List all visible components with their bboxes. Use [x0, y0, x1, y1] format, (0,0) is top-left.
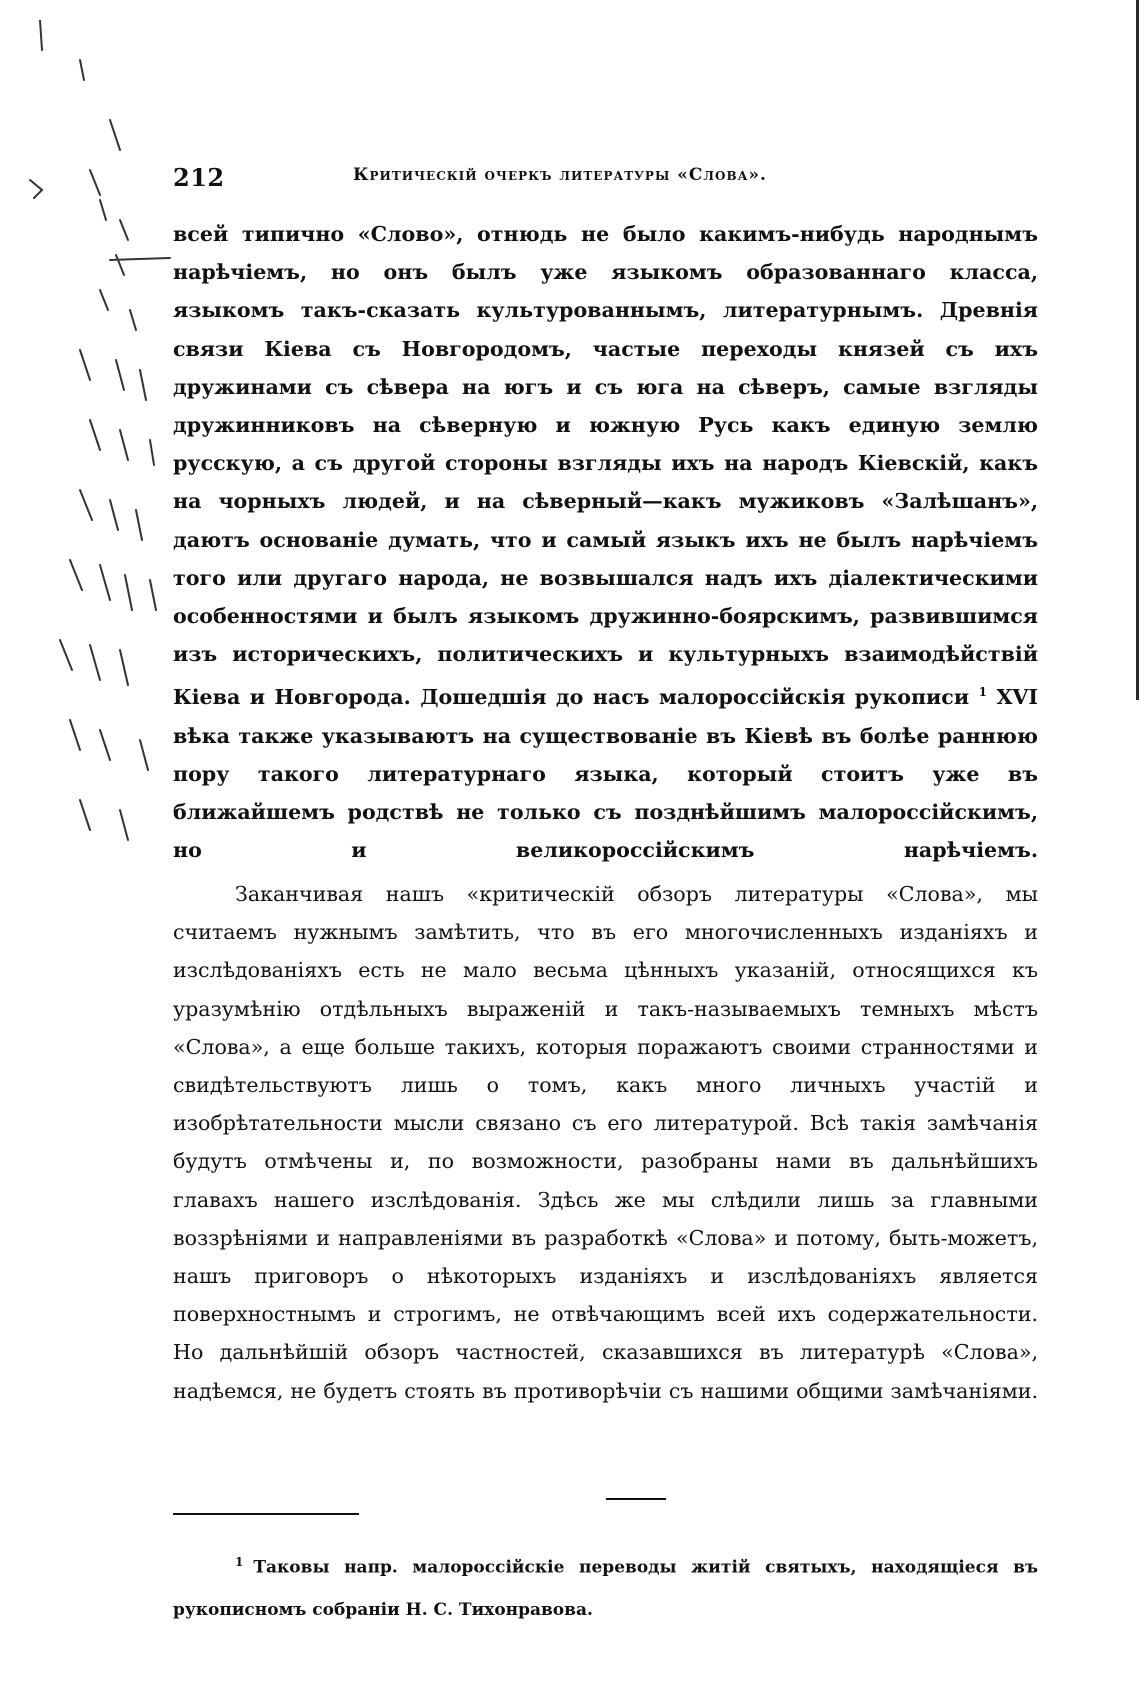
footnote-rule	[173, 1513, 359, 1515]
paragraph-1	[173, 215, 1038, 869]
section-divider	[606, 1498, 666, 1500]
paragraph-1-text: всей типично «Слово», отнюдь не было какимъ-нибудь народнымъ нарѣчіемъ, но онъ былъ уже языкомъ образованнаго класса, языкомъ такъ-сказать культурованнымъ, литературнымъ. Древнія связи Кіева съ Новгородомъ, частые переходы князей съ ихъ дружинами съ сѣвера на югъ и съ юга на сѣверъ, самые взгляды дружинниковъ на сѣверную и южную Русь какъ единую землю русскую, а съ другой стороны взгляды ихъ на народъ Кіевскій, какъ на чорныхъ людей, и на сѣверный—какъ мужиковъ «Залѣшанъ», даютъ основаніе думать, что и самый языкъ ихъ не былъ нарѣчіемъ того или другаго народа, не возвышался надъ ихъ діалектическими особенностями и былъ языкомъ дружинно-боярскимъ, развившимся изъ историческихъ, политическихъ и культурныхъ взаимодѣйствій Кіева и Новгорода. Дошедшія до насъ малороссійскія рукописи	[173, 222, 1038, 710]
page-edge-line	[1136, 0, 1139, 700]
footnote-mark: 1	[235, 1555, 244, 1569]
footnote-text: Таковы напр. малороссійскіе переводы житій святыхъ, находящіеся въ рукописномъ собраніи Н. С. Тихонравова.	[173, 1557, 1038, 1620]
running-title: Критическій очеркъ литературы «Слова».	[353, 165, 767, 185]
margin-handwriting	[20, 20, 180, 860]
page-number: 212	[173, 163, 225, 192]
paragraph-2: Заканчивая нашъ «критическій обзоръ литературы «Слова», мы считаемъ нужнымъ замѣтить, что въ его многочисленныхъ изданіяхъ и изслѣдованіяхъ есть не мало весьма цѣнныхъ указаній, относящихся къ уразумѣнію отдѣльныхъ выраженій и такъ-называемыхъ темныхъ мѣстъ «Слова», а еще больше такихъ, которыя поражаютъ своими странностями и свидѣтельствуютъ лишь о томъ, какъ много личныхъ участій и изобрѣтательности мысли связано съ его литературой. Всѣ такія замѣчанія будутъ отмѣчены и, по возможности, разобраны нами въ дальнѣйшихъ главахъ нашего изслѣдованія. Здѣсь же мы слѣдили лишь за главными воззрѣніями и направленіями въ разработкѣ «Слова» и потому, быть-можетъ, нашъ приговоръ о нѣкоторыхъ изданіяхъ и изслѣдованіяхъ является поверхностнымъ и строгимъ, не отвѣчающимъ всей ихъ содержательности. Но дальнѣйшій обзоръ частностей, сказавшихся въ литературѣ «Слова», надѣемся, не будетъ стоять въ противорѣчіи съ нашими общими замѣчаніями.	[173, 882, 1038, 1403]
footnote	[173, 1541, 1038, 1631]
footnote-reference: 1	[978, 685, 987, 700]
paragraph-1-tail: XVI вѣка также указываютъ на существованіе въ Кіевѣ въ болѣе раннюю пору такого литературнаго языка, который стоитъ уже въ ближайшемъ родствѣ не только съ позднѣйшимъ малороссійскимъ, но и великороссійскимъ нарѣчіемъ.	[173, 685, 1039, 863]
